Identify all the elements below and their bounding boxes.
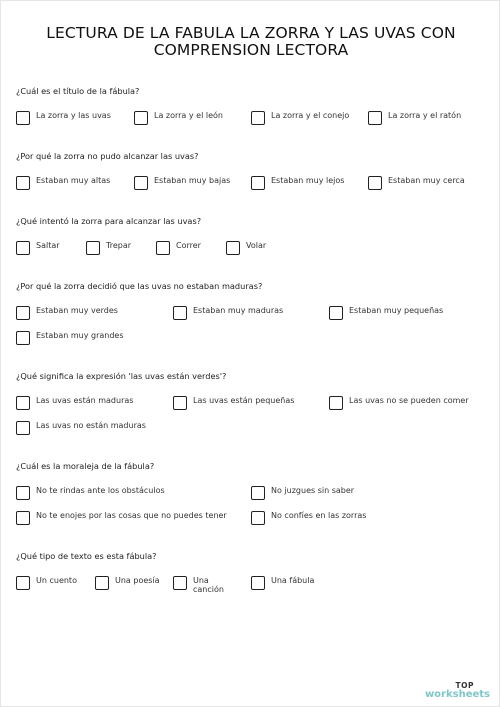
question-1: ¿Cuál es el título de la fábula?: [16, 86, 140, 96]
option-label: Las uvas están pequeñas: [193, 396, 295, 405]
topworksheets-logo: [425, 681, 490, 700]
option-label: Estaban muy bajas: [154, 176, 231, 185]
checkbox[interactable]: [16, 176, 30, 190]
option-label: Estaban muy verdes: [36, 306, 118, 315]
option-label: Volar: [246, 241, 267, 250]
option-label: Las uvas están maduras: [36, 396, 134, 405]
option-label: Las uvas no están maduras: [36, 421, 146, 430]
checkbox[interactable]: [329, 306, 343, 320]
option-label: La zorra y el ratón: [388, 111, 462, 120]
checkbox[interactable]: [368, 111, 382, 125]
checkbox[interactable]: [368, 176, 382, 190]
checkbox[interactable]: [173, 396, 187, 410]
checkbox[interactable]: [16, 511, 30, 525]
question-2: ¿Por qué la zorra no pudo alcanzar las uvas?: [16, 151, 199, 161]
option-label: La zorra y el león: [154, 111, 223, 120]
option-label: No juzgues sin saber: [271, 486, 355, 495]
checkbox[interactable]: [251, 576, 265, 590]
checkbox[interactable]: [251, 176, 265, 190]
checkbox[interactable]: [16, 111, 30, 125]
checkbox[interactable]: [173, 576, 187, 590]
checkbox[interactable]: [86, 241, 100, 255]
checkbox[interactable]: [134, 111, 148, 125]
checkbox[interactable]: [329, 396, 343, 410]
option-label: Una fábula: [271, 576, 315, 585]
checkbox[interactable]: [134, 176, 148, 190]
logo-top-text: TOP: [455, 681, 474, 690]
question-3: ¿Qué intentó la zorra para alcanzar las uvas?: [16, 216, 202, 226]
option-label: No confíes en las zorras: [271, 511, 367, 520]
option-label: Las uvas no se pueden comer: [349, 396, 469, 405]
option-label: Un cuento: [36, 576, 77, 585]
option-label: Estaban muy pequeñas: [349, 306, 444, 315]
checkbox[interactable]: [16, 576, 30, 590]
checkbox[interactable]: [16, 331, 30, 345]
checkbox[interactable]: [16, 241, 30, 255]
option-label: Estaban muy grandes: [36, 331, 124, 340]
option-label: Estaban muy maduras: [193, 306, 284, 315]
checkbox[interactable]: [173, 306, 187, 320]
option-label: Saltar: [36, 241, 60, 250]
option-label: La zorra y las uvas: [36, 111, 111, 120]
option-label: Trepar: [106, 241, 132, 250]
option-label: Estaban muy lejos: [271, 176, 345, 185]
option-label: Estaban muy altas: [36, 176, 111, 185]
checkbox[interactable]: [16, 306, 30, 320]
question-4: ¿Por qué la zorra decidió que las uvas no estaban maduras?: [16, 281, 263, 291]
checkbox[interactable]: [226, 241, 240, 255]
title-line-1: LECTURA DE LA FABULA LA ZORRA Y LAS UVAS CON: [46, 24, 456, 42]
question-5: ¿Qué significa la expresión 'las uvas están verdes'?: [16, 371, 227, 381]
checkbox[interactable]: [16, 396, 30, 410]
checkbox[interactable]: [251, 486, 265, 500]
page-title: [21, 25, 481, 59]
checkbox[interactable]: [16, 421, 30, 435]
checkbox[interactable]: [251, 111, 265, 125]
logo-bottom-text: worksheets: [424, 689, 490, 700]
option-label: No te enojes por las cosas que no puedes tener: [36, 511, 227, 520]
option-label: Estaban muy cerca: [388, 176, 465, 185]
option-label: La zorra y el conejo: [271, 111, 350, 120]
option-label: No te rindas ante los obstáculos: [36, 486, 165, 495]
option-label: Una canción: [193, 576, 224, 594]
checkbox[interactable]: [251, 511, 265, 525]
question-6: ¿Cuál es la moraleja de la fábula?: [16, 461, 155, 471]
title-line-2: COMPRENSION LECTORA: [153, 41, 349, 59]
option-label: Una poesía: [115, 576, 160, 585]
option-label: Correr: [176, 241, 201, 250]
question-7: ¿Qué tipo de texto es esta fábula?: [16, 551, 157, 561]
checkbox[interactable]: [156, 241, 170, 255]
checkbox[interactable]: [16, 486, 30, 500]
checkbox[interactable]: [95, 576, 109, 590]
